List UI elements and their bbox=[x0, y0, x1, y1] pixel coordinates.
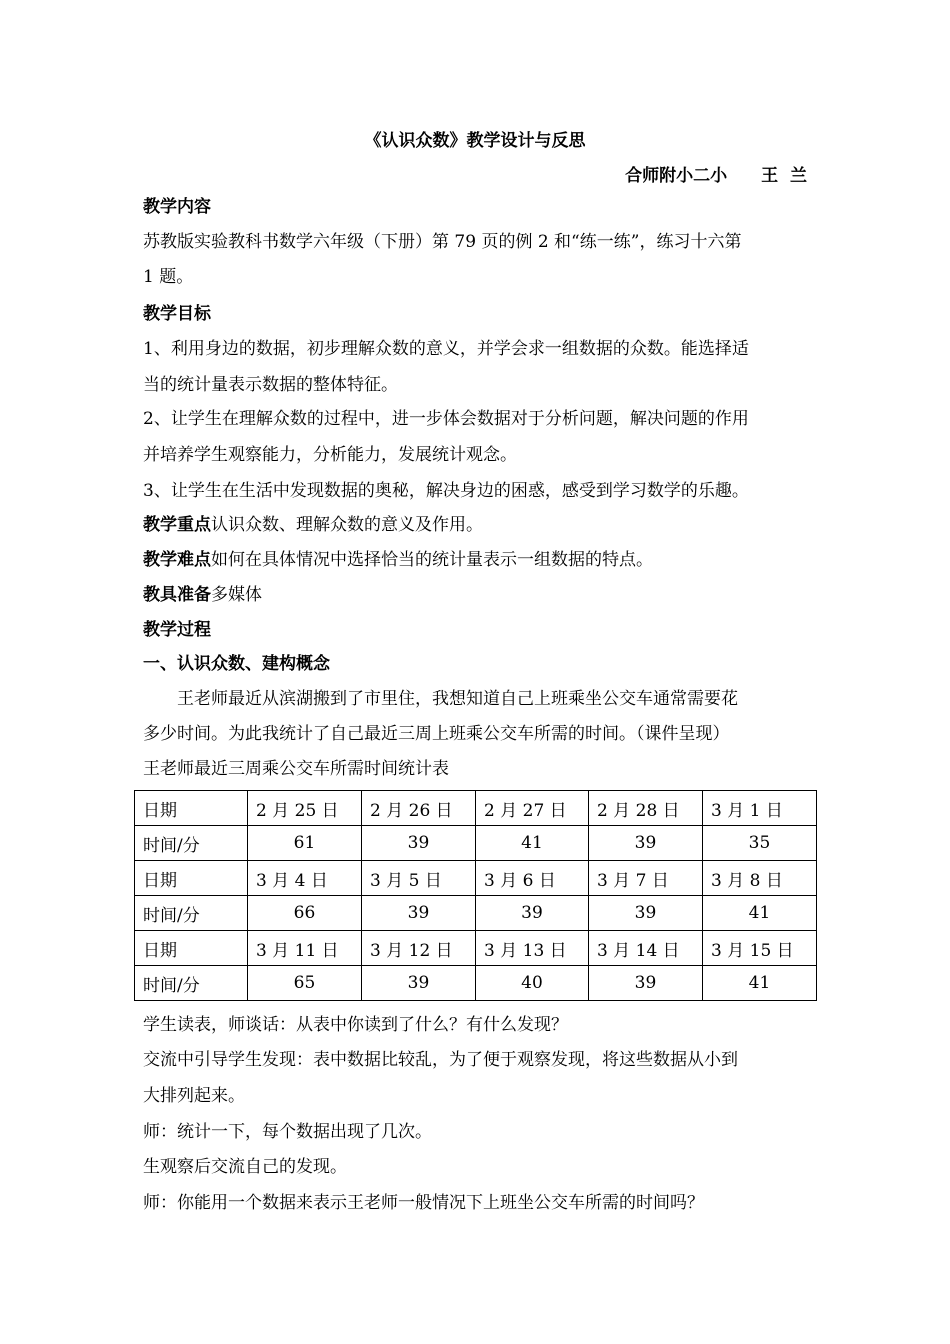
document-title: 《认识众数》教学设计与反思 bbox=[364, 131, 586, 151]
part1-heading: 一、认识众数、建构概念 bbox=[143, 654, 330, 674]
time-cell: 39 bbox=[589, 966, 703, 1001]
date-cell: 3 月 8 日 bbox=[703, 861, 817, 896]
time-cell: 61 bbox=[248, 826, 362, 861]
paragraph-line: 生观察后交流自己的发现。 bbox=[143, 1157, 347, 1177]
key-point-label: 教学重点 bbox=[143, 515, 211, 535]
row-header-time: 时间/分 bbox=[135, 966, 248, 1001]
difficulty-line bbox=[143, 549, 653, 571]
row-header-time: 时间/分 bbox=[135, 826, 248, 861]
goal-line: 当的统计量表示数据的整体特征。 bbox=[143, 375, 398, 395]
content-text-line: 苏教版实验教科书数学六年级（下册）第 79 页的例 2 和“练一练”，练习十六第 bbox=[143, 232, 742, 252]
paragraph-line: 交流中引导学生发现：表中数据比较乱，为了便于观察发现，将这些数据从小到 bbox=[143, 1050, 738, 1070]
intro-paragraph-line: 王老师最近从滨湖搬到了市里住，我想知道自己上班乘坐公交车通常需要花 bbox=[177, 689, 738, 709]
row-header-time: 时间/分 bbox=[135, 896, 248, 931]
author-line: 合师附小二小 王 兰 bbox=[625, 166, 807, 186]
content-heading: 教学内容 bbox=[143, 197, 211, 217]
table-row bbox=[135, 861, 817, 896]
tools-label: 教具准备 bbox=[143, 585, 211, 605]
content-text-line: 1 题。 bbox=[143, 267, 194, 287]
date-cell: 2 月 27 日 bbox=[476, 791, 589, 826]
time-cell: 41 bbox=[476, 826, 589, 861]
time-cell: 66 bbox=[248, 896, 362, 931]
date-cell: 3 月 6 日 bbox=[476, 861, 589, 896]
time-cell: 39 bbox=[476, 896, 589, 931]
time-cell: 41 bbox=[703, 966, 817, 1001]
table-row bbox=[135, 791, 817, 826]
key-point-text: 认识众数、理解众数的意义及作用。 bbox=[211, 515, 483, 535]
intro-paragraph-line: 多少时间。为此我统计了自己最近三周上班乘公交车所需的时间。（课件呈现） bbox=[143, 724, 730, 744]
time-cell: 40 bbox=[476, 966, 589, 1001]
paragraph-line: 学生读表，师谈话：从表中你读到了什么？有什么发现？ bbox=[143, 1015, 568, 1035]
time-cell: 35 bbox=[703, 826, 817, 861]
time-cell: 39 bbox=[362, 896, 476, 931]
time-cell: 39 bbox=[362, 966, 476, 1001]
difficulty-label: 教学难点 bbox=[143, 550, 211, 570]
process-heading: 教学过程 bbox=[143, 620, 211, 640]
date-cell: 3 月 4 日 bbox=[248, 861, 362, 896]
date-cell: 2 月 26 日 bbox=[362, 791, 476, 826]
date-cell: 2 月 28 日 bbox=[589, 791, 703, 826]
time-cell: 39 bbox=[362, 826, 476, 861]
table-row bbox=[135, 896, 817, 931]
goal-line: 3、让学生在生活中发现数据的奥秘，解决身边的困惑，感受到学习数学的乐趣。 bbox=[143, 481, 749, 501]
goal-line: 并培养学生观察能力，分析能力，发展统计观念。 bbox=[143, 445, 517, 465]
date-cell: 3 月 1 日 bbox=[703, 791, 817, 826]
table-row bbox=[135, 931, 817, 966]
tools-text: 多媒体 bbox=[211, 585, 262, 605]
row-header-date: 日期 bbox=[135, 931, 248, 966]
tools-line bbox=[143, 584, 262, 606]
goals-heading: 教学目标 bbox=[143, 304, 211, 324]
table-row bbox=[135, 826, 817, 861]
bus-time-table bbox=[134, 790, 817, 1001]
paragraph-line: 师：你能用一个数据来表示王老师一般情况下上班坐公交车所需的时间吗？ bbox=[143, 1193, 704, 1213]
table-row bbox=[135, 966, 817, 1001]
date-cell: 3 月 11 日 bbox=[248, 931, 362, 966]
date-cell: 3 月 5 日 bbox=[362, 861, 476, 896]
date-cell: 3 月 12 日 bbox=[362, 931, 476, 966]
date-cell: 3 月 13 日 bbox=[476, 931, 589, 966]
date-cell: 3 月 15 日 bbox=[703, 931, 817, 966]
goal-line: 1、利用身边的数据，初步理解众数的意义，并学会求一组数据的众数。能选择适 bbox=[143, 339, 749, 359]
difficulty-text: 如何在具体情况中选择恰当的统计量表示一组数据的特点。 bbox=[211, 550, 653, 570]
paragraph-line: 大排列起来。 bbox=[143, 1086, 245, 1106]
date-cell: 2 月 25 日 bbox=[248, 791, 362, 826]
key-point-line bbox=[143, 514, 483, 536]
paragraph-line: 师：统计一下，每个数据出现了几次。 bbox=[143, 1122, 432, 1142]
row-header-date: 日期 bbox=[135, 861, 248, 896]
time-cell: 39 bbox=[589, 896, 703, 931]
goal-line: 2、让学生在理解众数的过程中，进一步体会数据对于分析问题，解决问题的作用 bbox=[143, 409, 749, 429]
row-header-date: 日期 bbox=[135, 791, 248, 826]
time-cell: 39 bbox=[589, 826, 703, 861]
table-caption: 王老师最近三周乘公交车所需时间统计表 bbox=[143, 759, 449, 779]
date-cell: 3 月 7 日 bbox=[589, 861, 703, 896]
time-cell: 65 bbox=[248, 966, 362, 1001]
time-cell: 41 bbox=[703, 896, 817, 931]
date-cell: 3 月 14 日 bbox=[589, 931, 703, 966]
